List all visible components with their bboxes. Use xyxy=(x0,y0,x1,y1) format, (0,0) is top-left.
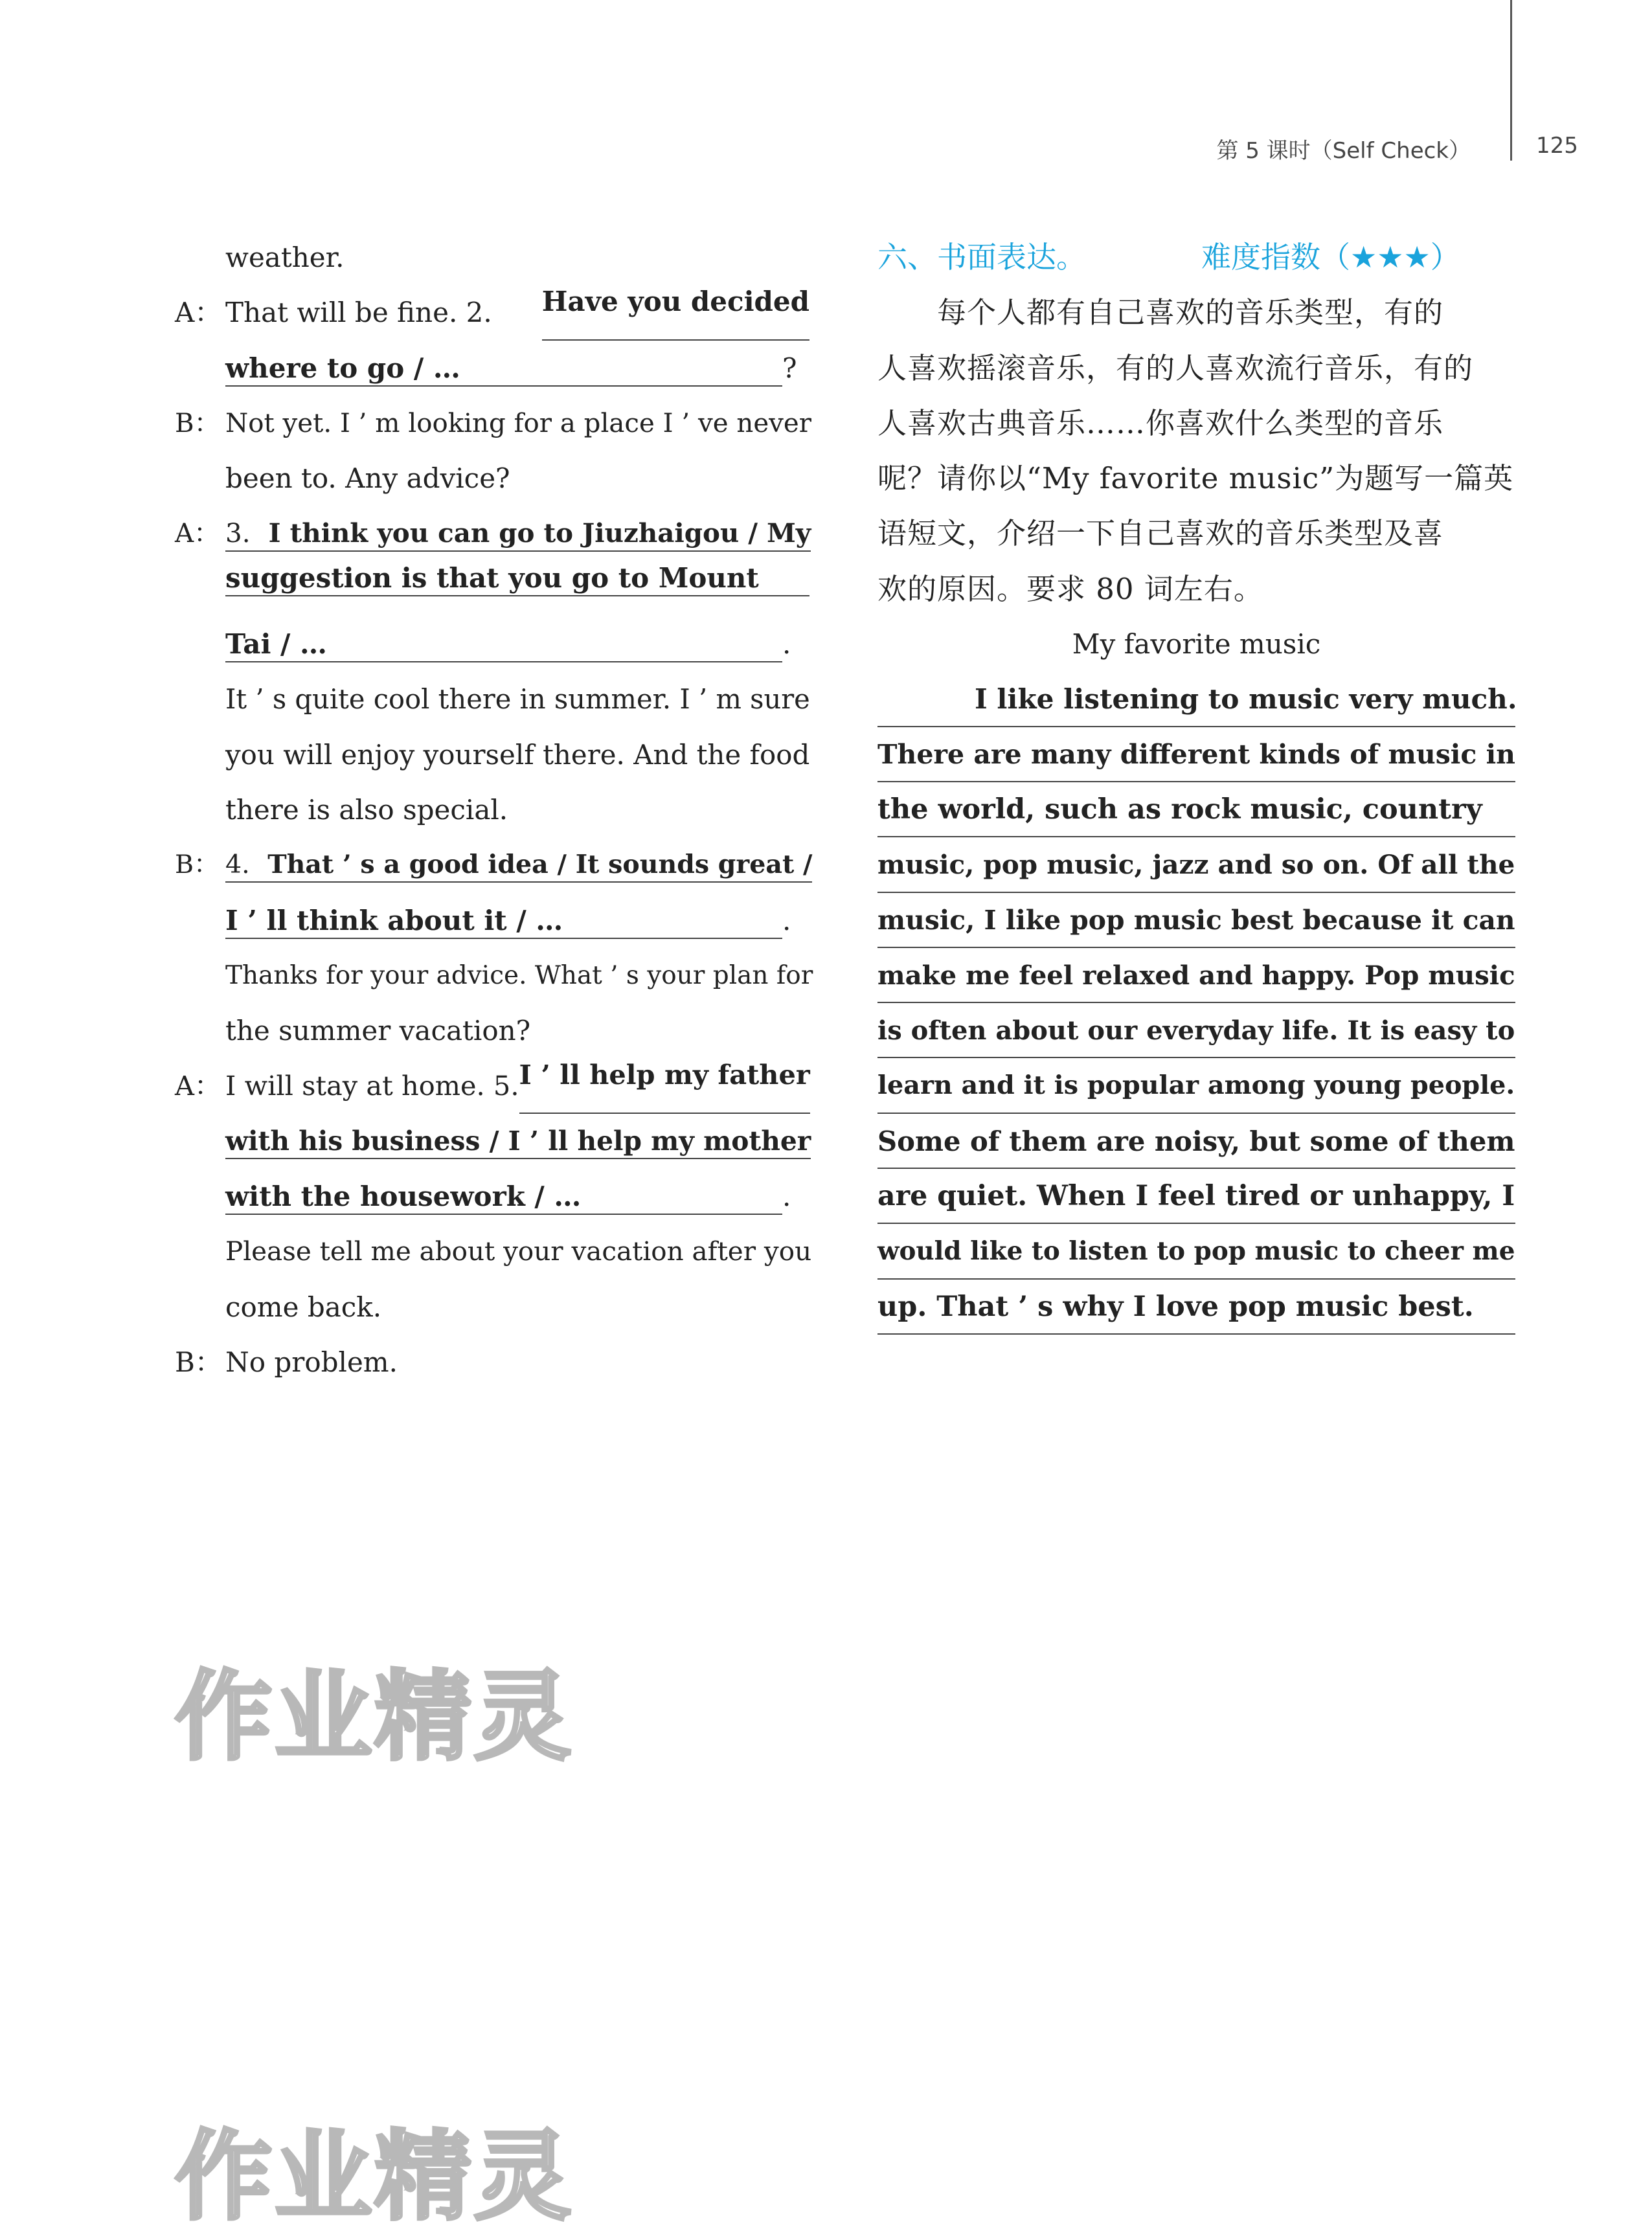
dialogue-column xyxy=(175,230,813,1390)
essay-line: the world, such as rock music, country xyxy=(877,782,1515,837)
dialogue-line: come back. xyxy=(225,1291,382,1323)
answer-text: with his business / I ’ ll help my mother xyxy=(225,1124,811,1159)
essay-line: make me feel relaxed and happy. Pop music xyxy=(877,948,1515,1003)
instruction-line: 每个人都有自己喜欢的音乐类型，有的 xyxy=(937,295,1444,330)
answer-text: with the housework / … xyxy=(225,1181,582,1213)
instruction-line: 语短文，介绍一下自己喜欢的音乐类型及喜 xyxy=(877,516,1444,551)
punctuation: . xyxy=(782,628,791,661)
essay-line: Some of them are noisy, but some of them xyxy=(877,1114,1515,1169)
difficulty-rating: 难度指数（★★★） xyxy=(1201,240,1460,275)
punctuation: ? xyxy=(782,352,797,384)
dialogue-line xyxy=(175,1058,809,1113)
dialogue-line xyxy=(175,506,809,561)
dialogue-line xyxy=(175,893,809,948)
watermark: 作业精灵 xyxy=(175,1661,574,1774)
essay-line: learn and it is popular among young people. xyxy=(877,1058,1515,1113)
writing-section xyxy=(877,230,1515,1335)
speaker-label: B： xyxy=(175,1346,222,1378)
dialogue-line: It ’ s quite cool there in summer. I ’ m sure xyxy=(225,683,810,716)
dialogue-line xyxy=(175,616,809,672)
essay-line: music, I like pop music best because it can xyxy=(877,893,1515,948)
essay-line: is often about our everyday life. It is easy to xyxy=(877,1003,1515,1058)
section-title: 六、书面表达。 xyxy=(877,240,1086,275)
instruction-line: 欢的原因。要求 80 词左右。 xyxy=(877,571,1263,606)
answer-text xyxy=(225,516,811,552)
dialogue-line xyxy=(175,837,813,892)
dialogue-line: Thanks for your advice. What ’ s your plan for xyxy=(225,960,813,990)
dialogue-line xyxy=(175,396,812,451)
punctuation: . xyxy=(782,1181,791,1213)
essay-line: up. That ’ s why I love pop music best. xyxy=(877,1280,1515,1335)
dialogue-text: That will be fine. 2. xyxy=(225,297,492,329)
speaker-label: B： xyxy=(175,407,220,438)
essay-line: There are many different kinds of music in xyxy=(877,727,1515,782)
speaker-label: A： xyxy=(175,1070,221,1102)
dialogue-line xyxy=(175,1169,809,1224)
answer-text: I ’ ll help my father xyxy=(519,1058,810,1113)
dialogue-line: the summer vacation? xyxy=(225,1015,531,1047)
speaker-label: B： xyxy=(175,850,220,880)
dialogue-text: Not yet. I ’ m looking for a place I ’ ve never xyxy=(225,407,812,438)
dialogue-line: weather. xyxy=(225,242,345,273)
answer-text: I ’ ll think about it / … xyxy=(225,904,563,936)
essay-title: My favorite music xyxy=(1072,628,1321,661)
answer-number: 3. xyxy=(225,518,251,549)
answer-part: That ’ s a good idea / It sounds great / xyxy=(267,850,813,880)
essay-line: I like listening to music very much. xyxy=(877,672,1515,727)
answer-text xyxy=(225,848,812,883)
page-number: 125 xyxy=(1536,133,1578,159)
punctuation: . xyxy=(782,904,791,936)
dialogue-line xyxy=(175,285,809,340)
lesson-title: 第 5 课时（Self Check） xyxy=(1216,138,1471,164)
watermark: 作业精灵 xyxy=(175,2121,574,2233)
header-divider xyxy=(1510,0,1512,161)
instruction-line: 人喜欢摇滚音乐，有的人喜欢流行音乐，有的 xyxy=(877,350,1474,385)
essay-line: would like to listen to pop music to cheer me xyxy=(877,1224,1515,1279)
dialogue-line xyxy=(175,341,809,396)
instruction-line: 人喜欢古典音乐……你喜欢什么类型的音乐 xyxy=(877,405,1444,440)
answer-number: 4. xyxy=(225,850,250,880)
answer-text: Tai / … xyxy=(225,628,327,661)
essay-line: music, pop music, jazz and so on. Of all the xyxy=(877,837,1515,892)
dialogue-line xyxy=(175,561,809,616)
answer-text: where to go / … xyxy=(225,352,460,384)
dialogue-line: you will enjoy yourself there. And the food xyxy=(225,738,810,771)
essay-line: are quiet. When I feel tired or unhappy, I xyxy=(877,1169,1515,1224)
speaker-label: A： xyxy=(175,518,220,549)
dialogue-line: been to. Any advice? xyxy=(225,462,510,495)
speaker-label: A： xyxy=(175,297,222,329)
dialogue-line xyxy=(175,1335,809,1390)
answer-part: I think you can go to Jiuzhaigou / My xyxy=(268,517,811,549)
dialogue-line: Please tell me about your vacation after you xyxy=(225,1236,812,1267)
dialogue-text: I will stay at home. 5. xyxy=(225,1070,519,1102)
answer-text: suggestion is that you go to Mount xyxy=(225,561,809,596)
dialogue-line xyxy=(175,1114,809,1169)
dialogue-text: No problem. xyxy=(225,1346,398,1378)
instruction-line: 呢？请你以“My favorite music”为题写一篇英 xyxy=(877,461,1514,496)
answer-text: Have you decided xyxy=(542,285,809,340)
dialogue-line: there is also special. xyxy=(225,793,508,826)
section-heading xyxy=(877,230,1515,285)
